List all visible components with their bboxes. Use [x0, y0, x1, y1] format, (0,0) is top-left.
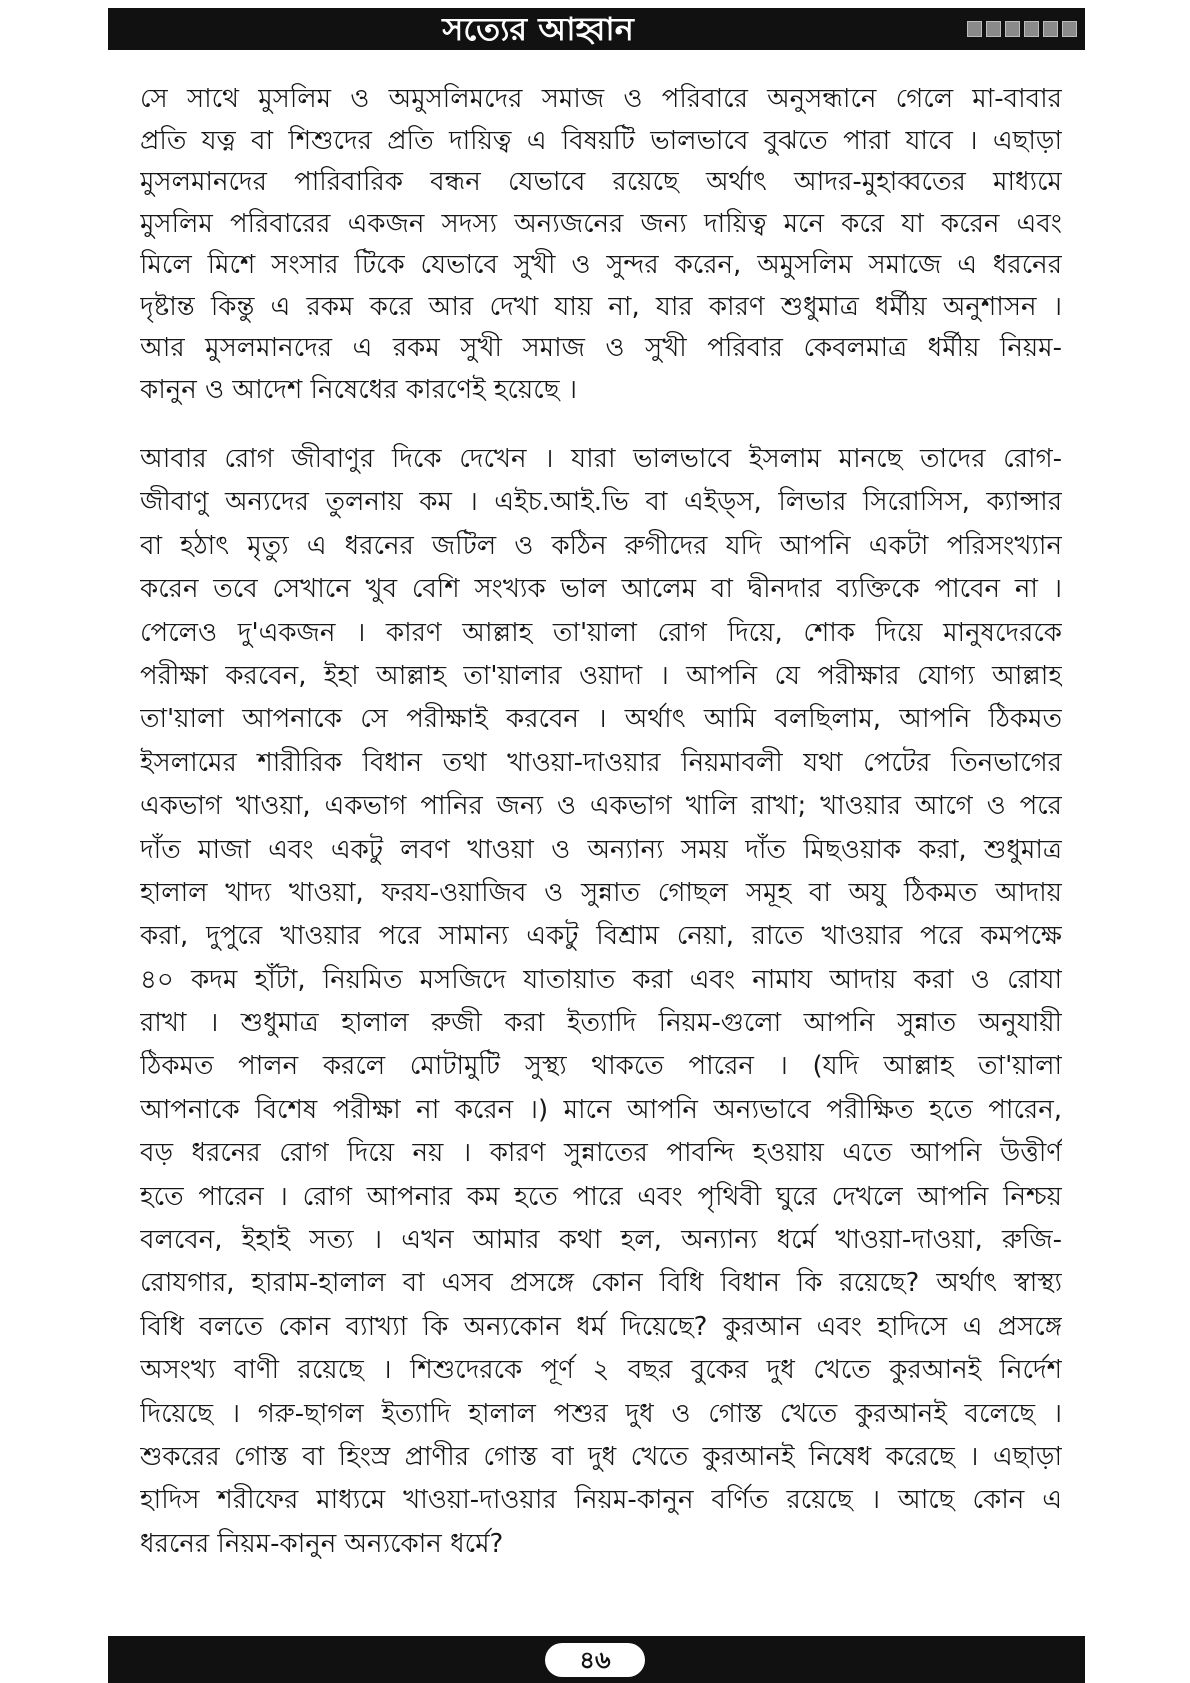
- text-line: করা, দুপুরে খাওয়ার পরে সামান্য একটু বিশ্রাম নেয়া, রাতে খাওয়ার পরে কমপক্ষে: [140, 921, 1062, 952]
- text-line: কানুন ও আদেশ নিষেধের কারণেই হয়েছে ।: [140, 374, 578, 405]
- text-line: মিলে মিশে সংসার টিকে যেভাবে সুখী ও সুন্দর করেন, অমুসলিম সমাজে এ ধরনের: [140, 250, 1062, 280]
- text-line: প্রতি যত্ন বা শিশুদের প্রতি দায়িত্ব এ বিষয়টি ভালভাবে বুঝতে পারা যাবে । এছাড়া: [140, 125, 1062, 156]
- text-line: মুসলিম পরিবারের একজন সদস্য অন্যজনের জন্য দায়িত্ব মনে করে যা করেন এবং: [140, 208, 1062, 239]
- paragraph-1: [140, 79, 1062, 411]
- text-line: শুকরের গোস্ত বা হিংস্র প্রাণীর গোস্ত বা দুধ খেতে কুরআনই নিষেধ করেছে । এছাড়া: [140, 1441, 1062, 1472]
- text-line: আপনাকে বিশেষ পরীক্ষা না করেন ।) মানে আপনি অন্যভাবে পরীক্ষিত হতে পারেন,: [140, 1094, 1062, 1125]
- paragraph-2: [140, 438, 1062, 1566]
- text-line: হতে পারেন । রোগ আপনার কম হতে পারে এবং পৃথিবী ঘুরে দেখলে আপনি নিশ্চয়: [140, 1181, 1062, 1212]
- text-line: একভাগ খাওয়া, একভাগ পানির জন্য ও একভাগ খালি রাখা; খাওয়ার আগে ও পরে: [140, 791, 1062, 822]
- text-line: ইসলামের শারীরিক বিধান তথা খাওয়া-দাওয়ার নিয়মাবলী যথা পেটের তিনভাগের: [140, 747, 1062, 778]
- text-line: তা'য়ালা আপনাকে সে পরীক্ষাই করবেন । অর্থাৎ আমি বলছিলাম, আপনি ঠিকমত: [140, 704, 1062, 735]
- text-line: জীবাণু অন্যদের তুলনায় কম । এইচ.আই.ভি বা এইড্স, লিভার সিরোসিস, ক্যান্সার: [140, 487, 1062, 518]
- text-line: রাখা । শুধুমাত্র হালাল রুজী করা ইত্যাদি নিয়ম-গুলো আপনি সুন্নাত অনুযায়ী: [140, 1008, 1062, 1039]
- running-header: [108, 8, 1085, 50]
- text-line: দিয়েছে । গরু-ছাগল ইত্যাদি হালাল পশুর দুধ ও গোস্ত খেতে কুরআনই বলেছে ।: [140, 1398, 1062, 1429]
- text-line: রোযগার, হারাম-হালাল বা এসব প্রসঙ্গে কোন বিধি বিধান কি রয়েছে? অর্থাৎ স্বাস্থ্য: [140, 1268, 1062, 1299]
- text-line: হাদিস শরীফের মাধ্যমে খাওয়া-দাওয়ার নিয়ম-কানুন বর্ণিত রয়েছে । আছে কোন এ: [140, 1485, 1062, 1516]
- text-line: করেন তবে সেখানে খুব বেশি সংখ্যক ভাল আলেম বা দ্বীনদার ব্যক্তিকে পাবেন না ।: [140, 574, 1062, 605]
- text-line: হালাল খাদ্য খাওয়া, ফরয-ওয়াজিব ও সুন্নাত গোছল সমূহ বা অযু ঠিকমত আদায়: [140, 877, 1062, 908]
- text-line: বিধি বলতে কোন ব্যাখ্যা কি অন্যকোন ধর্ম দিয়েছে? কুরআন এবং হাদিসে এ প্রসঙ্গে: [140, 1311, 1062, 1342]
- ornament-square: [986, 21, 1001, 37]
- ornament-square: [1024, 21, 1039, 37]
- text-line: দাঁত মাজা এবং একটু লবণ খাওয়া ও অন্যান্য সময় দাঁত মিছওয়াক করা, শুধুমাত্র: [140, 834, 1062, 865]
- text-line: ৪০ কদম হাঁটা, নিয়মিত মসজিদে যাতায়াত করা এবং নামায আদায় করা ও রোযা: [140, 964, 1062, 995]
- text-line: অসংখ্য বাণী রয়েছে । শিশুদেরকে পূর্ণ ২ বছর বুকের দুধ খেতে কুরআনই নির্দেশ: [140, 1355, 1062, 1386]
- text-line: বা হঠাৎ মৃত্যু এ ধরনের জটিল ও কঠিন রুগীদের যদি আপনি একটা পরিসংখ্যান: [140, 530, 1062, 561]
- text-line: বড় ধরনের রোগ দিয়ে নয় । কারণ সুন্নাতের পাবন্দি হওয়ায় এতে আপনি উত্তীর্ণ: [140, 1138, 1062, 1169]
- text-line: বলবেন, ইহাই সত্য । এখন আমার কথা হল, অন্যান্য ধর্মে খাওয়া-দাওয়া, রুজি-: [140, 1225, 1062, 1256]
- book-title: সত্যের আহ্বান: [442, 10, 634, 48]
- text-line: ঠিকমত পালন করলে মোটামুটি সুস্থ্য থাকতে পারেন । (যদি আল্লাহ তা'য়ালা: [140, 1051, 1062, 1082]
- text-line: আবার রোগ জীবাণুর দিকে দেখেন । যারা ভালভাবে ইসলাম মানছে তাদের রোগ-: [140, 444, 1062, 474]
- text-line: পেলেও দু'একজন । কারণ আল্লাহ তা'য়ালা রোগ দিয়ে, শোক দিয়ে মানুষদেরকে: [140, 617, 1062, 648]
- header-ornament: [967, 21, 1077, 37]
- page-number: ৪৬: [545, 1643, 645, 1677]
- ornament-square: [1043, 21, 1058, 37]
- ornament-square: [967, 21, 982, 37]
- running-footer: [108, 1636, 1085, 1683]
- text-line: দৃষ্টান্ত কিন্তু এ রকম করে আর দেখা যায় না, যার কারণ শুধুমাত্র ধর্মীয় অনুশাসন ।: [140, 291, 1062, 322]
- text-line: আর মুসলমানদের এ রকম সুখী সমাজ ও সুখী পরিবার কেবলমাত্র ধর্মীয় নিয়ম-: [140, 333, 1062, 363]
- ornament-square: [1062, 21, 1077, 37]
- text-line: পরীক্ষা করবেন, ইহা আল্লাহ তা'য়ালার ওয়াদা । আপনি যে পরীক্ষার যোগ্য আল্লাহ: [140, 660, 1062, 691]
- text-line: সে সাথে মুসলিম ও অমুসলিমদের সমাজ ও পরিবারে অনুসন্ধানে গেলে মা-বাবার: [140, 84, 1062, 114]
- text-line: ধরনের নিয়ম-কানুন অন্যকোন ধর্মে?: [140, 1528, 504, 1559]
- text-line: মুসলমানদের পারিবারিক বন্ধন যেভাবে রয়েছে অর্থাৎ আদর-মুহাব্বতের মাধ্যমে: [140, 167, 1062, 197]
- ornament-square: [1005, 21, 1020, 37]
